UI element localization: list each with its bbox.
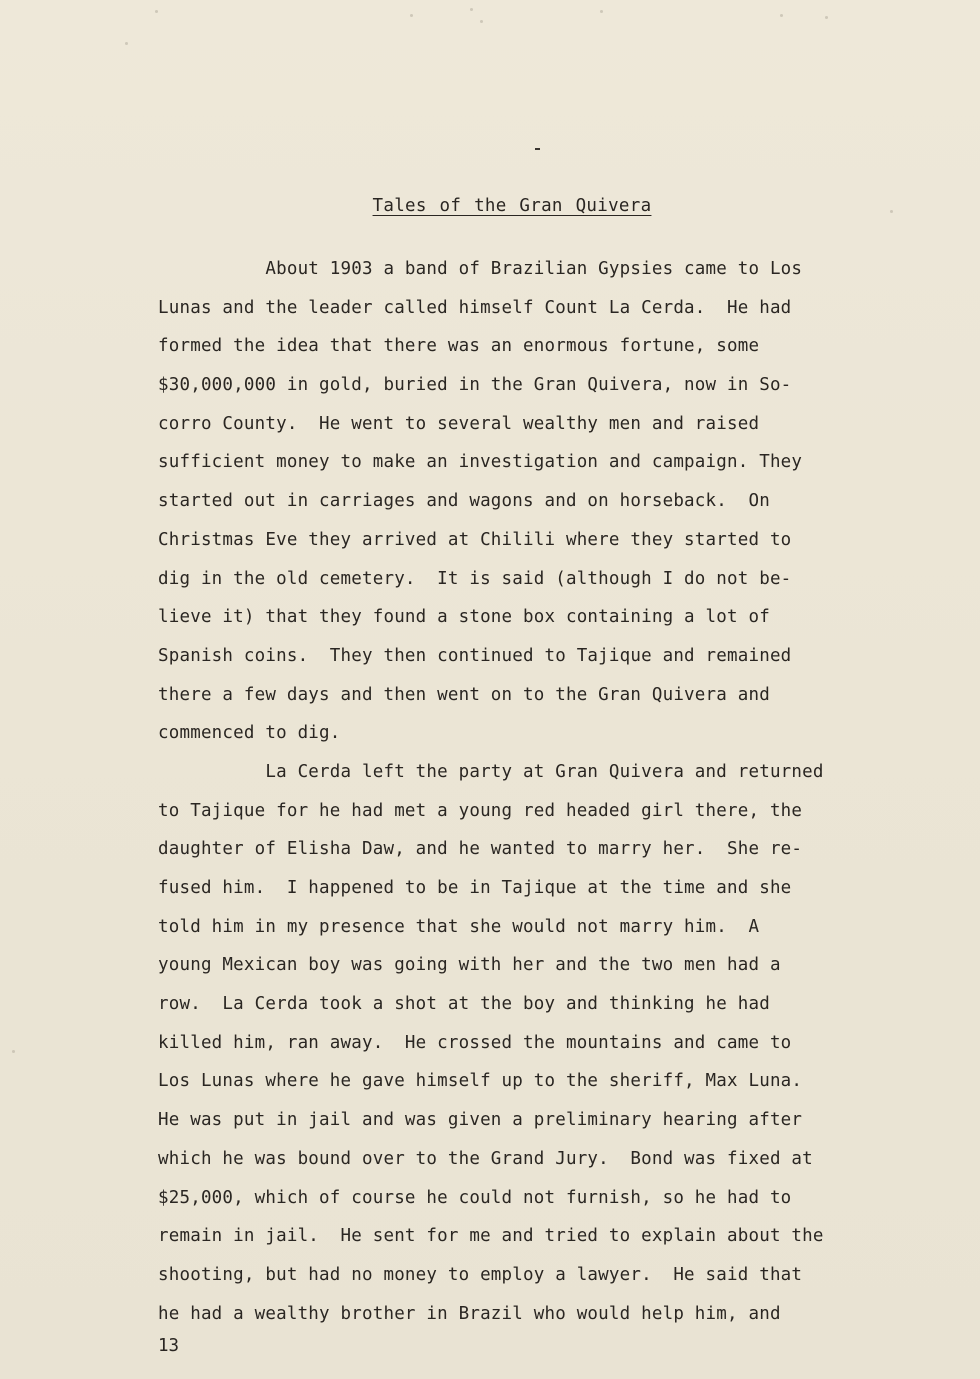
text-line: he had a wealthy brother in Brazil who would help him, and	[158, 1303, 781, 1324]
text-line: sufficient money to make an investigation and campaign. They	[158, 452, 803, 473]
text-line: fused him. I happened to be in Tajique at the time and she	[158, 878, 792, 898]
text-line: Christmas Eve they arrived at Chilili where they started to	[158, 529, 792, 550]
text-line: La Cerda left the party at Gran Quivera and returned	[158, 761, 824, 782]
text-line: He was put in jail and was given a preliminary hearing after	[158, 1110, 803, 1131]
paper-speck	[470, 8, 473, 11]
text-line: row. La Cerda took a shot at the boy and thinking he had	[158, 994, 770, 1015]
text-line: dig in the old cemetery. It is said (although I do not be-	[158, 568, 792, 589]
text-line: $25,000, which of course he could not furnish, so he had to	[158, 1187, 792, 1208]
text-line: corro County. He went to several wealthy men and raised	[158, 413, 760, 434]
typewriter-mark	[535, 148, 540, 150]
text-line: $30,000,000 in gold, buried in the Gran Quivera, now in So-	[158, 375, 792, 396]
paper-speck	[410, 14, 413, 17]
text-line: shooting, but had no money to employ a lawyer. He said that	[158, 1264, 803, 1285]
paper-speck	[155, 10, 158, 13]
paper-speck	[125, 42, 128, 45]
text-line: commenced to dig.	[158, 723, 341, 744]
paper-speck	[780, 14, 783, 17]
text-line: which he was bound over to the Grand Jury. Bond was fixed at	[158, 1148, 813, 1169]
text-line: formed the idea that there was an enormous fortune, some	[158, 336, 760, 357]
text-line: started out in carriages and wagons and on horseback. On	[158, 491, 770, 512]
text-line: remain in jail. He sent for me and tried to explain about the	[158, 1226, 824, 1247]
text-line: Lunas and the leader called himself Count La Cerda. He had	[158, 297, 792, 318]
paper-speck	[480, 20, 483, 23]
paper-speck	[12, 1050, 15, 1053]
text-line: killed him, ran away. He crossed the mountains and came to	[158, 1032, 792, 1053]
paper-speck	[825, 16, 828, 19]
text-line: there a few days and then went on to the Gran Quivera and	[158, 684, 770, 705]
body-text	[158, 250, 898, 1333]
text-line: About 1903 a band of Brazilian Gypsies came to Los	[158, 259, 803, 279]
text-line: to Tajique for he had met a young red headed girl there, the	[158, 800, 803, 821]
text-line: young Mexican boy was going with her and the two men had a	[158, 955, 781, 976]
text-line: Los Lunas where he gave himself up to the sheriff, Max Luna.	[158, 1071, 803, 1092]
page-title: Tales of the Gran Quivera	[372, 196, 652, 216]
text-line: Spanish coins. They then continued to Tajique and remained	[158, 645, 792, 666]
text-line: told him in my presence that she would not marry him. A	[158, 916, 760, 937]
text-line: lieve it) that they found a stone box containing a lot of	[158, 607, 770, 628]
paper-speck	[600, 10, 603, 13]
text-line: daughter of Elisha Daw, and he wanted to marry her. She re-	[158, 839, 803, 860]
page-number: 13	[158, 1336, 180, 1356]
